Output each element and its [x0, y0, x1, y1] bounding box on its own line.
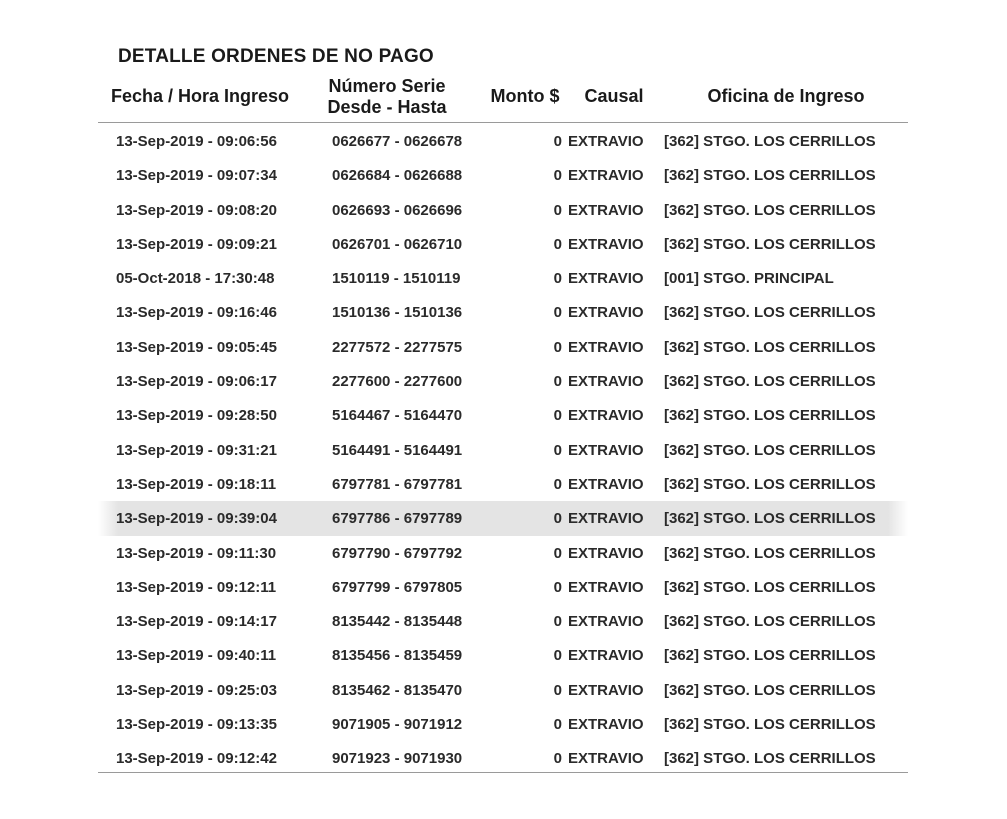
cell-numero-serie: 2277600 - 2277600 [332, 373, 463, 391]
cell-numero-serie: 6797781 - 6797781 [332, 475, 463, 493]
cell-fecha: 13-Sep-2019 - 09:06:56 [116, 133, 277, 150]
cell-fecha: 13-Sep-2019 - 09:09:21 [116, 235, 277, 253]
column-header-numero-line2: Desde - Hasta [327, 97, 447, 117]
cell-monto: 0 [553, 613, 562, 631]
cell-oficina: [362] STGO. LOS CERRILLOS [664, 133, 876, 150]
cell-monto: 0 [553, 544, 562, 562]
cell-causal: EXTRAVIO [568, 544, 644, 562]
table-row [98, 638, 908, 672]
cell-monto: 0 [553, 475, 562, 493]
table-row [98, 433, 908, 467]
table-row [98, 741, 908, 775]
cell-causal: EXTRAVIO [568, 716, 644, 734]
table-row [98, 124, 908, 158]
table-row [98, 467, 908, 501]
cell-fecha: 13-Sep-2019 - 09:05:45 [116, 338, 277, 356]
table-row [98, 193, 908, 227]
table-row [98, 673, 908, 707]
column-header-monto: Monto $ [490, 86, 560, 106]
cell-numero-serie: 5164491 - 5164491 [332, 441, 463, 459]
cell-oficina: [362] STGO. LOS CERRILLOS [664, 167, 876, 185]
cell-causal: EXTRAVIO [568, 510, 644, 528]
cell-numero-serie: 5164467 - 5164470 [332, 407, 463, 425]
cell-oficina: [001] STGO. PRINCIPAL [664, 270, 834, 288]
cell-fecha: 13-Sep-2019 - 09:18:11 [116, 475, 277, 493]
cell-causal: EXTRAVIO [568, 475, 644, 493]
cell-fecha: 13-Sep-2019 - 09:12:11 [116, 578, 277, 596]
column-header-causal: Causal [584, 86, 644, 106]
table-row [98, 536, 908, 570]
cell-oficina: [362] STGO. LOS CERRILLOS [664, 544, 876, 562]
table-row [98, 364, 908, 398]
cell-monto: 0 [553, 407, 562, 425]
cell-fecha: 13-Sep-2019 - 09:25:03 [116, 681, 277, 699]
cell-monto: 0 [553, 133, 562, 150]
table-row [98, 158, 908, 192]
cell-monto: 0 [553, 270, 562, 288]
cell-oficina: [362] STGO. LOS CERRILLOS [664, 304, 876, 322]
cell-monto: 0 [553, 373, 562, 391]
cell-monto: 0 [553, 716, 562, 734]
cell-numero-serie: 8135462 - 8135470 [332, 681, 463, 699]
cell-causal: EXTRAVIO [568, 407, 644, 425]
cell-fecha: 13-Sep-2019 - 09:14:17 [116, 613, 277, 631]
cell-causal: EXTRAVIO [568, 235, 644, 253]
cell-oficina: [362] STGO. LOS CERRILLOS [664, 681, 876, 699]
cell-numero-serie: 0626684 - 0626688 [332, 167, 463, 185]
cell-oficina: [362] STGO. LOS CERRILLOS [664, 441, 876, 459]
cell-monto: 0 [553, 578, 562, 596]
table-header [98, 70, 908, 123]
cell-causal: EXTRAVIO [568, 441, 644, 459]
table-row [98, 227, 908, 261]
cell-numero-serie: 0626677 - 0626678 [332, 133, 463, 150]
cell-oficina: [362] STGO. LOS CERRILLOS [664, 407, 876, 425]
cell-numero-serie: 2277572 - 2277575 [332, 338, 463, 356]
cell-monto: 0 [553, 510, 562, 528]
cell-numero-serie: 1510136 - 1510136 [332, 304, 463, 322]
column-header-numero-line1: Número Serie [328, 76, 446, 96]
cell-fecha: 13-Sep-2019 - 09:40:11 [116, 647, 277, 665]
page-title: DETALLE ORDENES DE NO PAGO [118, 46, 434, 67]
cell-monto: 0 [553, 304, 562, 322]
cell-fecha: 13-Sep-2019 - 09:08:20 [116, 201, 277, 219]
column-header-oficina: Oficina de Ingreso [707, 86, 865, 106]
cell-oficina: [362] STGO. LOS CERRILLOS [664, 235, 876, 253]
table-row [98, 261, 908, 295]
cell-causal: EXTRAVIO [568, 201, 644, 219]
cell-fecha: 13-Sep-2019 - 09:13:35 [116, 716, 277, 734]
cell-monto: 0 [553, 201, 562, 219]
cell-numero-serie: 0626701 - 0626710 [332, 235, 463, 253]
cell-fecha: 13-Sep-2019 - 09:11:30 [116, 544, 277, 562]
cell-monto: 0 [553, 167, 562, 185]
cell-oficina: [362] STGO. LOS CERRILLOS [664, 338, 876, 356]
cell-numero-serie: 8135456 - 8135459 [332, 647, 463, 665]
cell-monto: 0 [553, 681, 562, 699]
cell-oficina: [362] STGO. LOS CERRILLOS [664, 750, 876, 768]
table-body [98, 124, 908, 776]
cell-causal: EXTRAVIO [568, 133, 644, 150]
cell-causal: EXTRAVIO [568, 613, 644, 631]
table-row [98, 570, 908, 604]
cell-causal: EXTRAVIO [568, 373, 644, 391]
cell-oficina: [362] STGO. LOS CERRILLOS [664, 510, 876, 528]
cell-numero-serie: 0626693 - 0626696 [332, 201, 463, 219]
table-row [98, 501, 908, 535]
cell-causal: EXTRAVIO [568, 338, 644, 356]
cell-oficina: [362] STGO. LOS CERRILLOS [664, 647, 876, 665]
cell-oficina: [362] STGO. LOS CERRILLOS [664, 613, 876, 631]
cell-fecha: 05-Oct-2018 - 17:30:48 [116, 270, 275, 288]
cell-numero-serie: 6797799 - 6797805 [332, 578, 463, 596]
cell-causal: EXTRAVIO [568, 270, 644, 288]
cell-fecha: 13-Sep-2019 - 09:16:46 [116, 304, 277, 322]
cell-causal: EXTRAVIO [568, 167, 644, 185]
cell-causal: EXTRAVIO [568, 578, 644, 596]
cell-numero-serie: 8135442 - 8135448 [332, 613, 463, 631]
cell-monto: 0 [553, 235, 562, 253]
column-header-numero-serie [320, 76, 454, 118]
cell-fecha: 13-Sep-2019 - 09:31:21 [116, 441, 277, 459]
cell-causal: EXTRAVIO [568, 681, 644, 699]
cell-causal: EXTRAVIO [568, 304, 644, 322]
cell-monto: 0 [553, 647, 562, 665]
cell-fecha: 13-Sep-2019 - 09:39:04 [116, 510, 277, 528]
bottom-divider [98, 772, 908, 773]
cell-oficina: [362] STGO. LOS CERRILLOS [664, 578, 876, 596]
cell-numero-serie: 6797790 - 6797792 [332, 544, 463, 562]
cell-fecha: 13-Sep-2019 - 09:06:17 [116, 373, 277, 391]
cell-causal: EXTRAVIO [568, 647, 644, 665]
cell-oficina: [362] STGO. LOS CERRILLOS [664, 373, 876, 391]
column-header-fecha: Fecha / Hora Ingreso [110, 86, 290, 106]
cell-causal: EXTRAVIO [568, 750, 644, 768]
cell-numero-serie: 6797786 - 6797789 [332, 510, 463, 528]
cell-fecha: 13-Sep-2019 - 09:07:34 [116, 167, 277, 185]
table-row [98, 398, 908, 432]
cell-monto: 0 [553, 441, 562, 459]
table-row [98, 330, 908, 364]
cell-numero-serie: 1510119 - 1510119 [332, 270, 461, 288]
cell-monto: 0 [553, 338, 562, 356]
cell-fecha: 13-Sep-2019 - 09:28:50 [116, 407, 277, 425]
cell-fecha: 13-Sep-2019 - 09:12:42 [116, 750, 277, 768]
cell-oficina: [362] STGO. LOS CERRILLOS [664, 201, 876, 219]
cell-oficina: [362] STGO. LOS CERRILLOS [664, 716, 876, 734]
table-row [98, 707, 908, 741]
cell-numero-serie: 9071905 - 9071912 [332, 716, 463, 734]
cell-monto: 0 [553, 750, 562, 768]
table-row [98, 604, 908, 638]
cell-numero-serie: 9071923 - 9071930 [332, 750, 463, 768]
cell-oficina: [362] STGO. LOS CERRILLOS [664, 475, 876, 493]
table-row [98, 295, 908, 329]
